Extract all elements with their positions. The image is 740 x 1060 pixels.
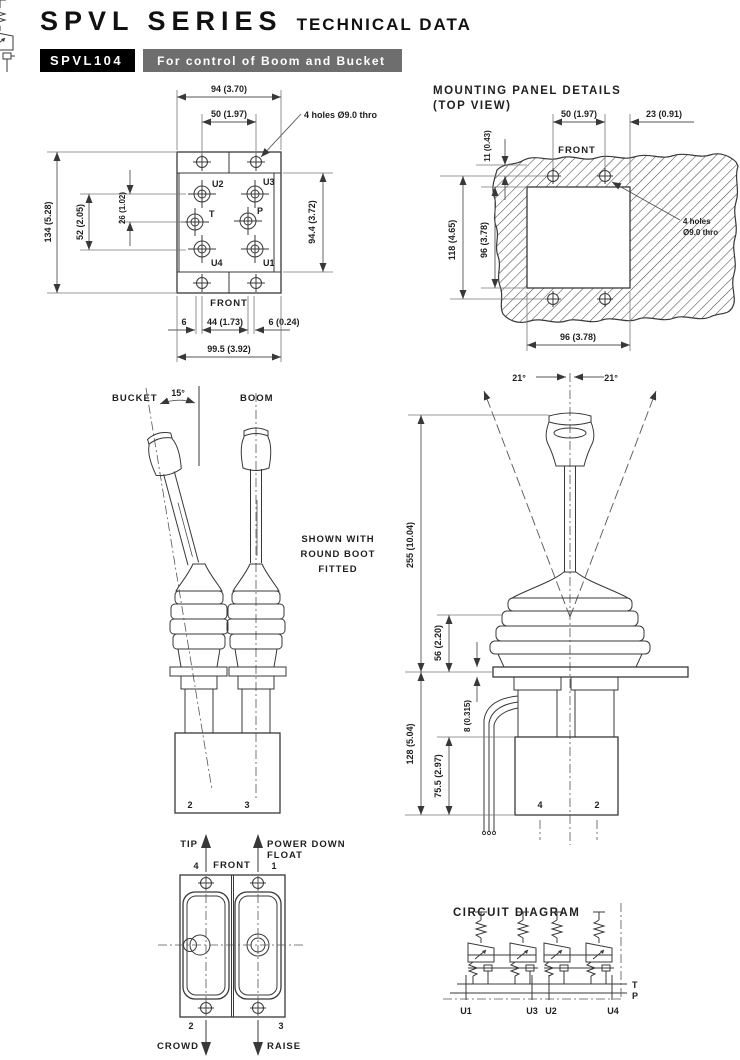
port-label-u4: U4 (211, 258, 223, 268)
series-title: SPVL SERIES (40, 6, 283, 36)
controls-front-label: FRONT (213, 860, 251, 871)
circuit-u1: U1 (460, 1006, 472, 1016)
dim-128: 128 (5.04) (405, 723, 415, 765)
circuit-u4: U4 (607, 1006, 619, 1016)
figure-side-view (405, 373, 688, 845)
circuit-t-label: T (632, 980, 638, 990)
dim-75: 75.5 (2.97) (433, 754, 443, 798)
model-description-badge: For control of Boom and Bucket (143, 49, 401, 72)
boom-label: BOOM (240, 393, 274, 404)
port-label-p: P (257, 206, 264, 216)
panel-dim-96-vertical: 96 (3.78) (479, 221, 489, 259)
corner-4: 4 (193, 861, 199, 871)
figure-mounting-panel (433, 85, 738, 351)
wiring-leads (482, 696, 518, 835)
bucket-lever (144, 430, 208, 568)
dim-56: 56 (2.20) (433, 624, 443, 662)
panel-dim-11: 11 (0.43) (483, 130, 492, 162)
circuit-title: CIRCUIT DIAGRAM (453, 907, 581, 919)
circuit-u2: U2 (545, 1006, 557, 1016)
corner-3: 3 (278, 1021, 284, 1031)
travel-angle-left: 21° (512, 373, 526, 383)
dim-44: 44 (1.73) (206, 317, 244, 327)
base-port-2: 2 (187, 800, 193, 810)
dim-8: 8 (0.315) (463, 699, 472, 733)
side-body (514, 677, 618, 815)
dim-overall-width: 99.5 (3.92) (207, 344, 251, 354)
corner-2: 2 (188, 1021, 194, 1031)
port-label-u3: U3 (263, 177, 275, 187)
crowd-label: CROWD (157, 1041, 199, 1052)
travel-angle-right: 21° (604, 373, 618, 383)
model-number-badge: SPVL104 (40, 49, 135, 72)
tip-label: TIP (180, 839, 198, 850)
valve-section-3 (544, 912, 572, 984)
technical-data-subtitle: TECHNICAL DATA (296, 15, 472, 34)
base-port-3: 3 (244, 800, 250, 810)
valve-section-1 (468, 912, 496, 984)
float-label: FLOAT (267, 850, 303, 861)
dim-52: 52 (2.05) (75, 203, 85, 241)
port-label-u2: U2 (212, 179, 224, 189)
panel-dim-96-horizontal: 96 (3.78) (559, 332, 597, 342)
holes-note: 4 holes Ø9.0 thro (304, 110, 378, 120)
port-label-t: T (209, 209, 215, 219)
bucket-label: BUCKET (112, 393, 158, 404)
dim-width: 94 (3.70) (210, 84, 248, 94)
side-port-4: 4 (537, 800, 543, 810)
front-label: FRONT (210, 298, 248, 309)
dim-hole-spacing: 50 (1.97) (210, 109, 248, 119)
panel-front-label: FRONT (558, 145, 596, 156)
dim-255: 255 (10.04) (405, 521, 415, 569)
side-port-2: 2 (594, 800, 600, 810)
corner-1: 1 (271, 861, 277, 871)
hydraulic-ports (181, 180, 269, 263)
circuit-p-label: P (632, 991, 639, 1001)
dim-6: 6 (181, 317, 187, 327)
boom-boot (227, 564, 286, 733)
power-down-label: POWER DOWN (267, 839, 346, 850)
lever-angle-15: 15° (171, 388, 185, 398)
figure-dual-levers (112, 386, 375, 813)
port-label-u1: U1 (263, 258, 275, 268)
mounting-panel-subtitle: (TOP VIEW) (433, 100, 512, 112)
panel-holes-note-1: 4 holes (683, 217, 711, 226)
panel-holes-note-2: Ø9.0 thro (683, 228, 719, 237)
panel-dim-118: 118 (4.65) (447, 219, 457, 261)
valve-section-4 (586, 912, 614, 984)
mounting-plate (493, 667, 688, 677)
panel-dim-23: 23 (0.91) (645, 109, 683, 119)
circuit-u3: U3 (526, 1006, 538, 1016)
dim-overall-height: 134 (5.28) (43, 201, 53, 243)
dim-26: 26 (1.02) (118, 191, 127, 225)
boot-note-line1: SHOWN WITH (301, 534, 375, 545)
panel-dim-50: 50 (1.97) (560, 109, 598, 119)
boot-note-line2: ROUND BOOT (300, 549, 376, 560)
raise-label: RAISE (267, 1041, 302, 1052)
boot-note-line3: FITTED (318, 564, 358, 575)
panel-cutout (527, 187, 630, 288)
mounting-panel-title: MOUNTING PANEL DETAILS (433, 85, 622, 97)
figure-control-directions (157, 834, 346, 1056)
figure-port-face (43, 84, 378, 362)
dim-body-height: 94.4 (3.72) (307, 200, 317, 244)
bucket-boot (170, 564, 228, 733)
valve-section-2 (510, 912, 538, 984)
dim-6b: 6 (0.24) (268, 317, 300, 327)
